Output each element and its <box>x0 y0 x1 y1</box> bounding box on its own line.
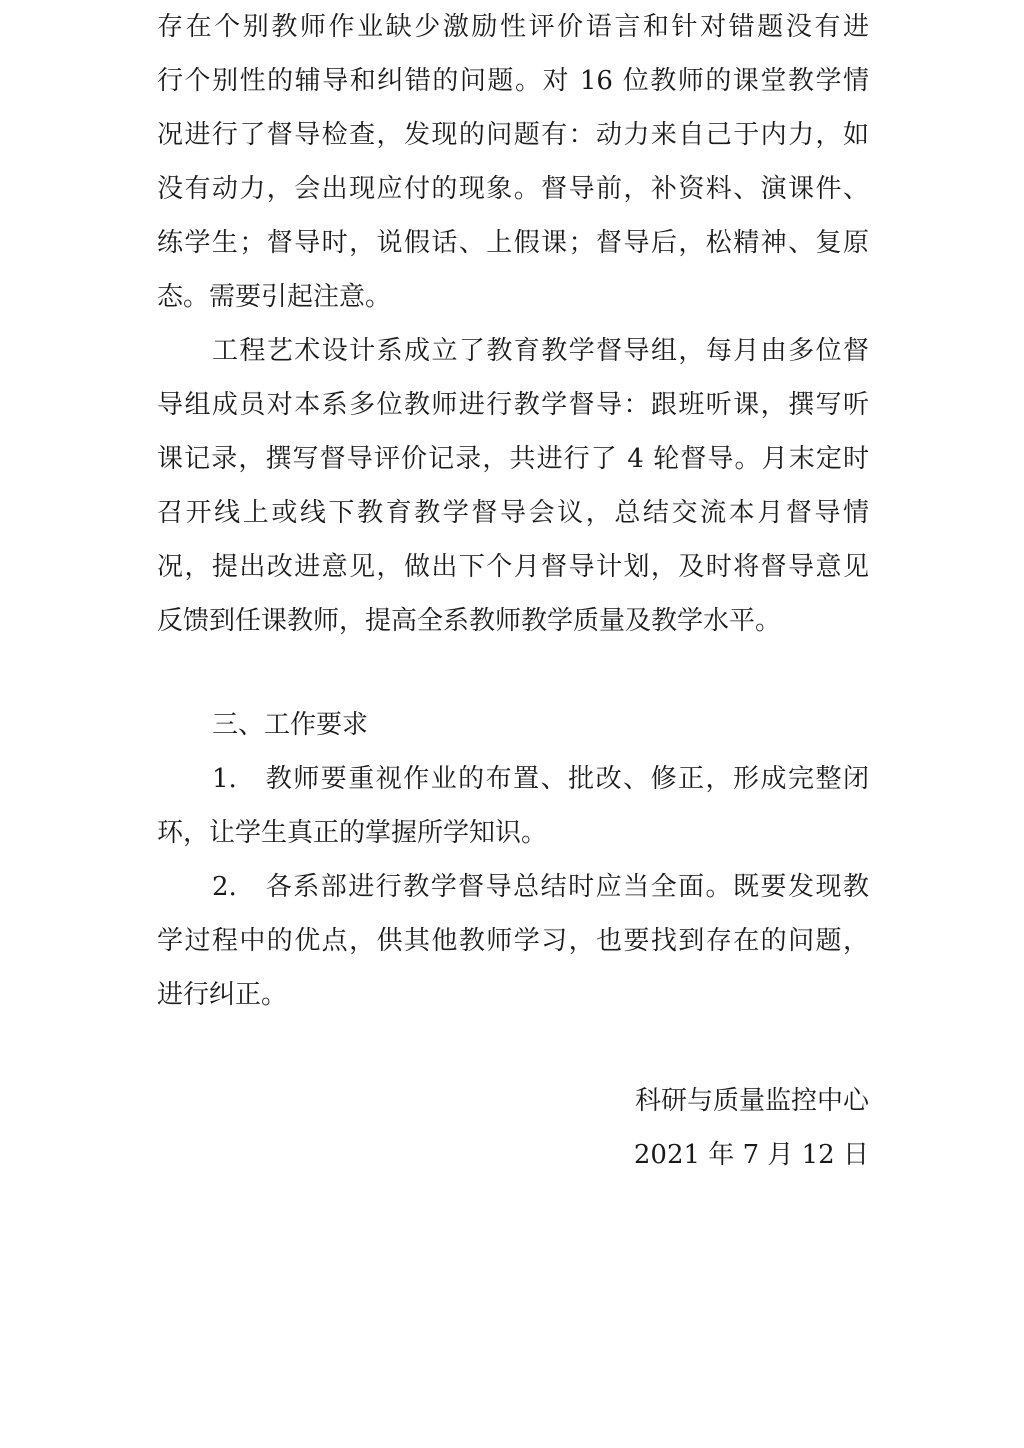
signature-date: 2021 年 7 月 12 日 <box>633 1140 869 1170</box>
paragraph-1-line-6: 态。需要引起注意。 <box>157 282 392 312</box>
requirement-1-line-1: 1. 教师要重视作业的布置、批改、修正，形成完整闭 <box>212 764 869 794</box>
paragraph-2-line-5: 况，提出改进意见，做出下个月督导计划，及时将督导意见 <box>157 552 869 582</box>
paragraph-1-line-3: 况进行了督导检查，发现的问题有：动力来自己于内力，如 <box>157 120 869 150</box>
signature-organization: 科研与质量监控中心 <box>634 1086 869 1116</box>
document-page <box>157 0 869 1448</box>
paragraph-2-line-2: 导组成员对本系多位教师进行教学督导：跟班听课，撰写听 <box>157 390 869 420</box>
requirement-2-line-3: 进行纠正。 <box>157 980 288 1010</box>
requirement-2-line-1: 2. 各系部进行教学督导总结时应当全面。既要发现教 <box>212 872 869 902</box>
paragraph-2-line-4: 召开线上或线下教育教学督导会议，总结交流本月督导情 <box>157 498 869 528</box>
paragraph-2-line-6: 反馈到任课教师，提高全系教师教学质量及教学水平。 <box>157 606 782 636</box>
paragraph-2-line-1: 工程艺术设计系成立了教育教学督导组，每月由多位督 <box>212 336 869 366</box>
paragraph-1-line-1: 存在个别教师作业缺少激励性评价语言和针对错题没有进 <box>157 12 869 42</box>
paragraph-2-line-3: 课记录，撰写督导评价记录，共进行了 4 轮督导。月末定时 <box>157 444 869 474</box>
paragraph-1-line-2: 行个别性的辅导和纠错的问题。对 16 位教师的课堂教学情 <box>157 66 869 96</box>
paragraph-1-line-4: 没有动力，会出现应付的现象。督导前，补资料、演课件、 <box>157 174 869 204</box>
paragraph-1-line-5: 练学生；督导时，说假话、上假课；督导后，松精神、复原 <box>157 228 869 258</box>
requirement-2-line-2: 学过程中的优点，供其他教师学习，也要找到存在的问题， <box>157 926 869 956</box>
section-heading: 三、工作要求 <box>212 710 369 740</box>
requirement-1-line-2: 环，让学生真正的掌握所学知识。 <box>157 818 548 848</box>
